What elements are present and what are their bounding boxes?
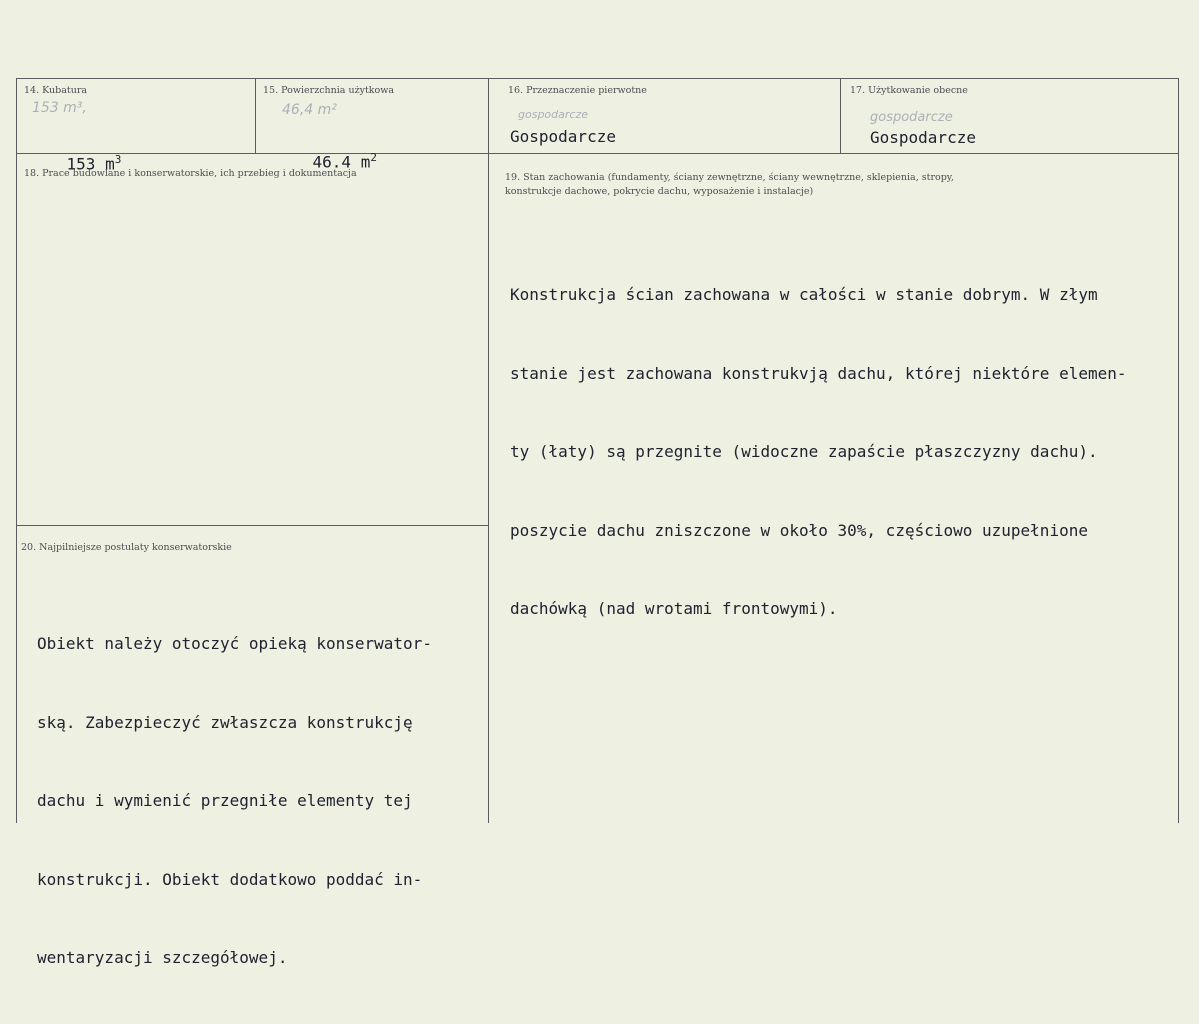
row1-bottom-border <box>16 153 1179 154</box>
powierzchnia-value: 46.4 $m^2$ <box>312 151 377 172</box>
divider-14-15 <box>255 78 256 153</box>
stan-line: dachówką (nad wrotami frontowymi). <box>510 599 838 618</box>
postulaty-line: wentaryzacji szczegółowej. <box>37 948 288 967</box>
postulaty-label: 20. Najpilniejsze postulaty konserwatorskie <box>21 542 232 553</box>
stan-line: stanie jest zachowana konstrukvją dachu, której niektóre elemen- <box>510 363 1127 383</box>
top-border <box>16 78 1179 79</box>
stan-text <box>510 230 1127 675</box>
postulaty-line: ską. Zabezpieczyć zwłaszcza konstrukcję <box>37 712 413 732</box>
przeznaczenie-handwritten: gospodarcze <box>518 108 588 121</box>
stan-line: ty (łaty) są przegnite (widoczne zapaście płaszczyzny dachu). <box>510 442 1098 461</box>
powierzchnia-handwritten: 46,4 m² <box>282 102 337 118</box>
stan-line: poszycie dachu zniszczone w około 30%, częściowo uzupełnione <box>510 520 1088 540</box>
powierzchnia-label: 15. Powierzchnia użytkowa <box>263 85 395 96</box>
postulaty-line: konstrukcji. Obiekt dodatkowo poddać in- <box>37 869 423 889</box>
kubatura-label: 14. Kubatura <box>24 85 88 96</box>
przeznaczenie-value: Gospodarcze <box>510 127 616 146</box>
kubatura-handwritten: 153 m³, <box>32 100 87 116</box>
postulaty-text <box>37 579 432 1024</box>
kubatura-value: 153 $m^3$ <box>66 153 122 174</box>
left-border <box>16 78 17 823</box>
stan-line: Konstrukcja ścian zachowana w całości w stanie dobrym. W złym <box>510 285 1098 304</box>
field18-bottom-border <box>16 525 488 526</box>
uzytkowanie-value: Gospodarcze <box>870 128 976 147</box>
prace-label: 18. Prace budowlane i konserwatorskie, ich przebieg i dokumentacja <box>24 168 357 179</box>
right-border <box>1178 78 1179 823</box>
uzytkowanie-handwritten: gospodarcze <box>870 110 953 125</box>
stan-label-line2: konstrukcje dachowe, pokrycie dachu, wyposażenie i instalacje) <box>505 186 814 197</box>
uzytkowanie-label: 17. Użytkowanie obecne <box>850 85 968 96</box>
postulaty-line: dachu i wymienić przegniłe elementy tej <box>37 791 413 810</box>
przeznaczenie-label: 16. Przeznaczenie pierwotne <box>508 85 647 96</box>
divider-16-17 <box>840 78 841 153</box>
stan-label-line1: 19. Stan zachowania (fundamenty, ściany zewnętrzne, ściany wewnętrzne, sklepienia, stropy, <box>505 172 954 183</box>
divider-center <box>488 78 489 823</box>
postulaty-line: Obiekt należy otoczyć opieką konserwator- <box>37 634 432 653</box>
